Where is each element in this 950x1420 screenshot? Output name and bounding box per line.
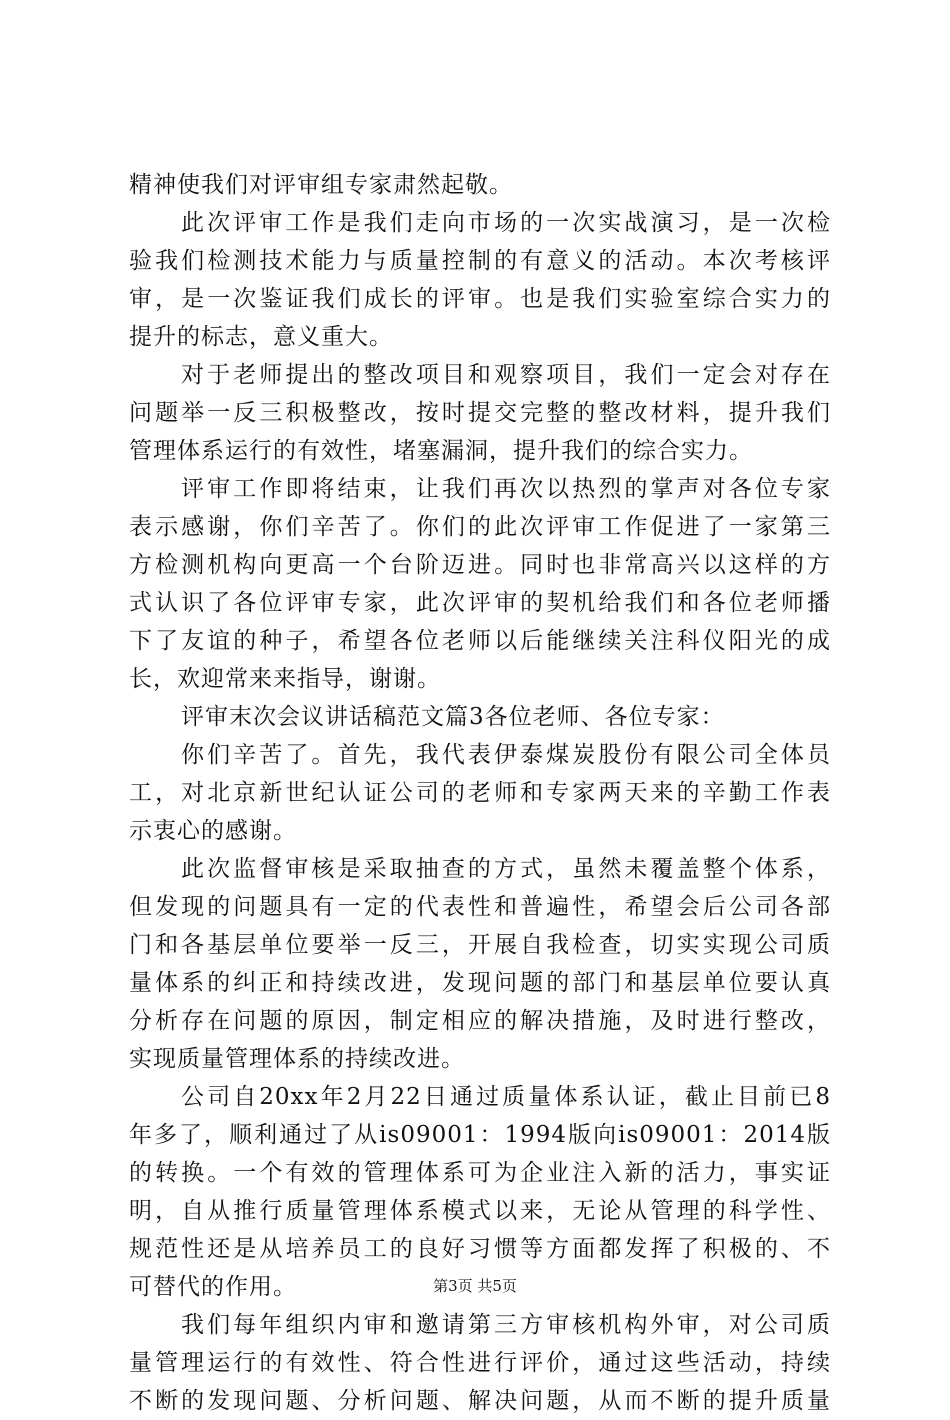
text-line: 长，欢迎常来来指导，谢谢。 <box>129 666 441 692</box>
text-line: 问题举一反三积极整改，按时提交完整的整改材料，提升我们 <box>129 400 831 426</box>
text-line: 不断的发现问题、分析问题、解决问题，从而不断的提升质量 <box>129 1388 831 1414</box>
text-line: 实现质量管理体系的持续改进。 <box>129 1046 465 1072</box>
text-line: 对于老师提出的整改项目和观察项目，我们一定会对存在 <box>181 362 831 388</box>
text-line: 评审末次会议讲话稿范文篇3各位老师、各位专家： <box>181 704 725 730</box>
text-line: 方检测机构向更高一个台阶迈进。同时也非常高兴以这样的方 <box>129 552 831 578</box>
text-line: 此次评审工作是我们走向市场的一次实战演习，是一次检 <box>181 210 831 236</box>
text-line: 分析存在问题的原因，制定相应的解决措施，及时进行整改， <box>129 1008 831 1034</box>
text-line: 明，自从推行质量管理体系模式以来，无论从管理的科学性、 <box>129 1198 831 1224</box>
text-line: 式认识了各位评审专家，此次评审的契机给我们和各位老师播 <box>129 590 831 616</box>
text-line: 我们每年组织内审和邀请第三方审核机构外审，对公司质 <box>181 1312 831 1338</box>
text-line: 示衷心的感谢。 <box>129 818 297 844</box>
text-line: 工，对北京新世纪认证公司的老师和专家两天来的辛勤工作表 <box>129 780 831 806</box>
text-line: 审，是一次鉴证我们成长的评审。也是我们实验室综合实力的 <box>129 286 831 312</box>
text-line: 提升的标志，意义重大。 <box>129 324 393 350</box>
text-line: 下了友谊的种子，希望各位老师以后能继续关注科仪阳光的成 <box>129 628 831 654</box>
text-line: 精神使我们对评审组专家肃然起敬。 <box>129 172 513 198</box>
text-line: 可替代的作用。 <box>129 1274 297 1300</box>
text-line: 门和各基层单位要举一反三，开展自我检查，切实实现公司质 <box>129 932 831 958</box>
text-line: 你们辛苦了。首先，我代表伊泰煤炭股份有限公司全体员 <box>181 742 831 768</box>
page-number-footer: 第3页 共5页 <box>433 1277 517 1295</box>
text-line: 量体系的纠正和持续改进，发现问题的部门和基层单位要认真 <box>129 970 831 996</box>
text-line: 评审工作即将结束，让我们再次以热烈的掌声对各位专家 <box>181 476 831 502</box>
text-line: 量管理运行的有效性、符合性进行评价，通过这些活动，持续 <box>129 1350 831 1376</box>
text-line: 规范性还是从培养员工的良好习惯等方面都发挥了积极的、不 <box>129 1236 831 1262</box>
text-line: 验我们检测技术能力与质量控制的有意义的活动。本次考核评 <box>129 248 831 274</box>
text-line: 公司自20xx年2月22日通过质量体系认证，截止目前已8 <box>181 1084 831 1110</box>
text-line: 表示感谢，你们辛苦了。你们的此次评审工作促进了一家第三 <box>129 514 831 540</box>
text-line: 年多了，顺利通过了从is09001：1994版向is09001：2014版 <box>129 1122 831 1148</box>
text-line: 的转换。一个有效的管理体系可为企业注入新的活力，事实证 <box>129 1160 831 1186</box>
text-line: 此次监督审核是采取抽查的方式，虽然未覆盖整个体系， <box>181 856 831 882</box>
text-line: 但发现的问题具有一定的代表性和普遍性，希望会后公司各部 <box>129 894 831 920</box>
document-body <box>129 166 831 1420</box>
text-line: 管理体系运行的有效性，堵塞漏洞，提升我们的综合实力。 <box>129 438 753 464</box>
